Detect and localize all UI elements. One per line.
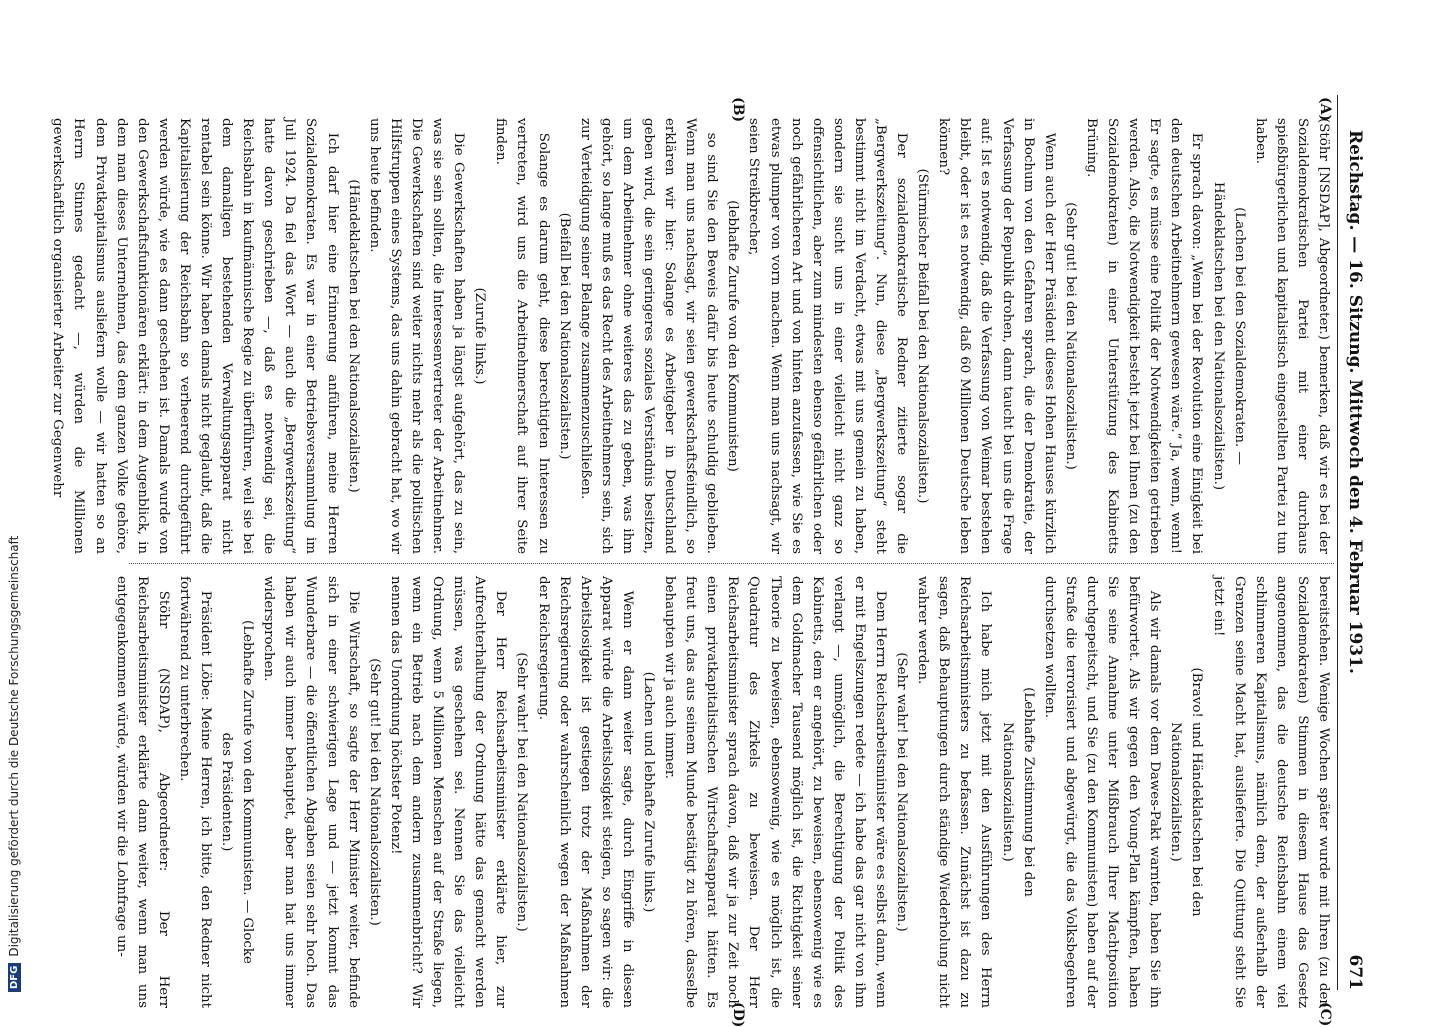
page-header xyxy=(1340,130,1370,990)
interjection: (Sehr wahr! bei den Nationalsozialisten.) xyxy=(894,652,910,932)
interjection: (Sehr gut! bei den Nationalsozialisten.) xyxy=(366,658,382,926)
margin-mark-c: (C) xyxy=(1317,1002,1333,1027)
paragraph: Der sozialdemokratische Redner zitierte sogar die „Bergwerkszeitung“. Nun, diese „Bergwerkszeitung“ steht bestimmt nicht im Verdacht, etwas mit uns gemein zu haben, sondern sie sucht uns in einer vielleicht nicht ganz so offensichtlichen, aber zum mindesten ebenso gefährlichen oder noch gefährlicheren Art und von hinten anzufassen, wie Sie es etwas plumper von vorn machen. Wenn man uns nachsagt, wir seien Streikbrecher, xyxy=(746,118,910,554)
interjection: (Lebhafte Zurufe von den Kommunisten. — Glocke des Präsidenten.) xyxy=(219,620,256,964)
margin-mark-a: (A) xyxy=(1317,97,1333,122)
page-number: 671 xyxy=(1345,954,1365,990)
interjection: (Stürmischer Beifall bei den Nationalsozialisten.) xyxy=(915,168,931,504)
interjection: (Sehr gut! bei den Nationalsozialisten.) xyxy=(1062,202,1078,470)
paragraph: Die Gewerkschaften haben ja längst aufgehört, das zu sein, was sie sein sollten, die Interessenvertreter der Arbeitnehmer. Die Gewerkschaften sind weiter nichts mehr als die politischen Hilfstruppen eines Systems, das uns dahin gebracht hat, wo wir uns heute befinden. xyxy=(366,118,467,554)
paragraph: (Stöhr [NSDAP], Abgeordneter.) bemerken, daß wir es bei der Sozialdemokratischen Partei mit einer durchaus spießbürgerlichen und kapitalistisch eingestellten Partei zu tun haben. xyxy=(1252,118,1331,554)
paragraph: Er sprach davon: „Wenn bei der Revolution eine Einigkeit bei den deutschen Arbeitnehmern gewesen wäre.“ Ja, wenn, wenn! Er sagte, es müsse eine Politik der Notwendigkeiten getrieben werden. Also, die Notwendigkeit besteht jetzt bei Ihnen (zu den Sozialdemokraten) in einer Unterstützung des Kabinetts Brüning. xyxy=(1083,118,1205,554)
paragraph: Der Herr Reichsarbeitsminister erklärte hier, zur Aufrechterhaltung der Ordnung hätte das gemacht werden müssen, was geschehen sei. Nennen Sie das vielleicht Ordnung, wenn 5 Millionen Menschen auf der Straße liegen, wenn ein Betrieb nach dem andern zusammenbricht? Wir nennen das Unordnung höchster Potenz! xyxy=(387,576,509,1008)
interjection: (Bravo! und Händeklatschen bei den Nationalsozialisten.) xyxy=(1168,667,1205,917)
interjection: (Beifall bei den Nationalsozialisten.) xyxy=(556,212,572,460)
margin-mark-b: (B) xyxy=(730,97,746,123)
interjection: (Händeklatschen bei den Nationalsozialisten.) xyxy=(345,179,361,493)
credit-line xyxy=(0,0,28,1000)
digitization-credit xyxy=(0,0,28,1000)
paragraph: Solange es darum geht, diese berechtigten Interessen zu vertreten, wird uns die Arbeitnehmerschaft auf ihrer Seite finden. xyxy=(493,118,551,554)
paragraph: Als wir damals vor dem Dawes-Pakt warnten, haben Sie ihn befürwortet. Als wir gegen den Young-Plan kämpften, haben Sie seine Annahme unter Mißbrauch Ihrer Machtposition durchgepeitscht, und Sie (zu den Kommunisten) haben auf der Straße die terrorisiert und abgewürgt, die das Volksbegehren durchsetzen wollten. xyxy=(1041,576,1163,1008)
paragraph: Ich darf hier eine Erinnerung anführen, meine Herren Sozialdemokraten. Es war in einer Betriebsversammlung im Juli 1924. Da fiel das Wort — auch die „Bergwerkszeitung“ hatte davon geschrieben —, daß es notwendig sei, die Reichsbahn in kaufmännische Regie zu überführen, weil sie bei dem damaligen bestehenden Verwaltungsapparat nicht rentabel sein könne. Wir haben damals nicht geglaubt, daß die Kapitalisierung der Reichsbahn so verheerend durchgeführt werden würde, wie es dann geschehen ist. Damals wurde von den Gewerkschaftsfunktionären erklärt: in dem Augenblick, in dem man dieses Unternehmen, das dem ganzen Volke gehöre, dem Privatkapitalismus ausliefern wolle — wir hatten so an Herrn Stinnes gedacht —, würden die Millionen gewerkschaftlich organisierter Arbeiter zur Gegenwehr xyxy=(50,118,340,554)
interjection: (Sehr wahr! bei den Nationalsozialisten.) xyxy=(514,652,530,932)
interjection: (lebhafte Zurufe von den Kommunisten) xyxy=(725,200,741,472)
paragraph: Präsident Löbe: Meine Herren, ich bitte, den Redner nicht fortwährend zu unterbrechen. xyxy=(176,576,214,1008)
paragraph: Wenn auch der Herr Präsident dieses Hohen Hauses kürzlich in Bochum von den Gefahren sprach, die der Demokratie, der Verfassung der Republik drohen, dann taucht bei uns die Frage auf: Ist es notwendig, daß die Verfassung von Weimar bestehen bleibt, oder ist es notwendig, daß 60 Millionen Deutsche leben können? xyxy=(936,118,1057,554)
page-title: Reichstag. — 16. Sitzung. Mittwoch den 4. Februar 1931. xyxy=(1345,130,1365,674)
credit-text: Digitalisierung gefördert durch die Deutsche Forschungsgemeinschaft xyxy=(7,535,21,957)
paragraph: Die Wirtschaft, so sagte der Herr Minister weiter, befinde sich in einer schwierigen Lage und — jetzt kommt das Wunderbare — die öffentlichen Abgaben seien sehr hoch. Das haben wir auch immer behauptet, aber man hat uns immer widersprochen. xyxy=(261,576,361,1008)
interjection: (Lachen bei den Sozialdemokraten. — Händeklatschen bei den Nationalsozialisten.) xyxy=(1210,181,1247,491)
dfg-logo: DFG xyxy=(8,963,21,992)
left-column xyxy=(50,118,1334,555)
paragraph: Stöhr (NSDAP), Abgeordneter: Der Herr Reichsarbeitsminister erklärte dann weiter, wenn man uns entgegenkommen würde, würden wir die Lohnfrage un- xyxy=(113,576,171,1008)
interjection: (Zurufe links.) xyxy=(472,287,488,385)
paragraph: Ich habe mich jetzt mit den Ausführungen des Herrn Reichsarbeitsministers zu befassen. Zunächst ist dazu zu sagen, daß Behauptungen durch ständige Wiederholung nicht wahrer werden. xyxy=(915,576,994,1008)
margin-mark-d: (D) xyxy=(730,1002,746,1027)
paragraph: Dem Herrn Reichsarbeitsminister wäre es selbst dann, wenn er mit Engelszungen redete — ich habe das gar nicht von ihm verlangt —, unmöglich, die Berechtigung der Politik des Kabinetts, dem er angehört, zu beweisen, ebensowenig wie es dem Goldmacher Tausend möglich ist, die Richtigkeit seiner Theorie zu beweisen, ebensowenig, wie es möglich ist, die Quadratur des Zirkels zu beweisen. Der Herr Reichsarbeitsminister sprach davon, daß wir ja zur Zeit noch einen privatkapitalistischen Wirtschaftsapparat hätten. Es freut uns, das aus seinem Munde bestätigt zu hören, dasselbe behaupten wir ja auch immer. xyxy=(662,576,889,1008)
paragraph: bereitstehen. Wenige Wochen später wurde mit Ihren (zu den Sozialdemokraten) Stimmen in diesem Hause das Gesetz angenommen, das die deutsche Reichsbahn einem viel schlimmeren Kapitalismus, nämlich dem, der außerhalb der Grenzen seine Macht hat, auslieferte. Die Quittung steht Sie jetzt ein! xyxy=(1210,576,1331,1008)
right-column xyxy=(113,576,1334,1008)
interjection: (Lachen und lebhafte Zurufe links.) xyxy=(641,671,656,913)
header-rule xyxy=(1337,95,1338,990)
column-divider xyxy=(129,563,1334,564)
paragraph: Wenn er dann weiter sagte, durch Eingriffe in diesen Apparat würde die Arbeitslosigkeit steigen, so sagen wir: die Arbeitslosigkeit ist gestiegen trotz der Maßnahmen der Reichsregierung oder wahrscheinlich wegen der Maßnahmen der Reichsregierung. xyxy=(535,576,635,1008)
paragraph: so sind Sie den Beweis dafür bis heute schuldig geblieben. Wenn man uns nachsagt, wir seien gewerkschaftsfeindlich, so erklären wir hier: Solange es Arbeitgeber in Deutschland geben wird, die sein geringeres soziales Verständnis besitzen, um dem Arbeitnehmer ohne weiteres das zu geben, was ihm gehört, so lange muß es das Recht des Arbeitnehmers sein, sich zur Verteidigung seiner Belange zusammenzuschließen. xyxy=(577,118,720,555)
interjection: (Lebhafte Zustimmung bei den Nationalsozialisten.) xyxy=(999,687,1036,897)
